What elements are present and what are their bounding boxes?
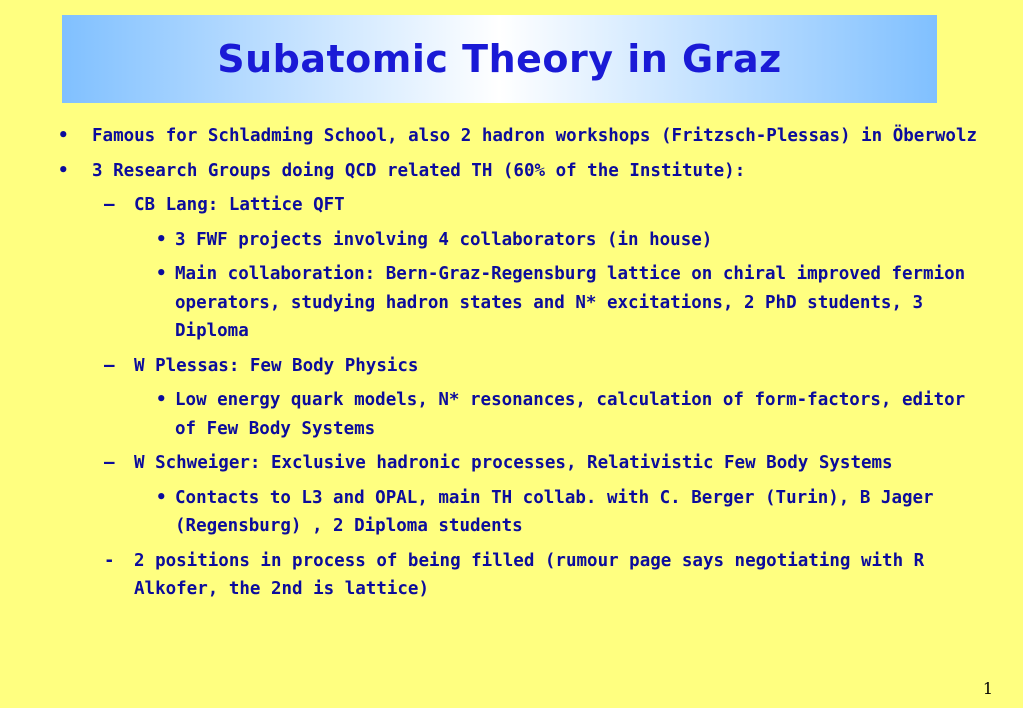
subsubbullet-bgr <box>56 260 991 346</box>
dash-marker: – <box>104 355 115 376</box>
subbullet-lang <box>56 191 991 220</box>
bullet-marker: • <box>58 126 69 146</box>
subbullet-text: 2 positions in process of being filled (rumour page says negotiating with R Alkofer, the 2nd is lattice) <box>134 550 925 599</box>
subsubbullet-text: Contacts to L3 and OPAL, main TH collab. with C. Berger (Turin), B Jager (Regensburg) , 2 Diploma students <box>175 487 934 536</box>
bullet-marker: • <box>58 160 69 181</box>
dash-marker: - <box>104 550 115 571</box>
subbullet-text: W Plessas: Few Body Physics <box>134 355 419 376</box>
dash-marker: – <box>104 195 115 215</box>
bullet-marker: • <box>156 487 167 508</box>
subbullet-schweiger <box>56 449 991 478</box>
bullet-marker: • <box>156 390 167 410</box>
subbullet-plessas <box>56 352 991 381</box>
subsubbullet-contacts <box>56 484 991 541</box>
subsubbullet-text: Low energy quark models, N* resonances, calculation of form-factors, editor of Few Body Systems <box>175 390 966 439</box>
title-banner <box>62 15 937 103</box>
subbullet-text: CB Lang: Lattice QFT <box>134 195 345 215</box>
bullet-schladming <box>56 122 991 151</box>
bullet-marker: • <box>156 229 167 250</box>
slide-title: Subatomic Theory in Graz <box>217 37 782 81</box>
bullet-text: 3 Research Groups doing QCD related TH (60% of the Institute): <box>92 160 746 181</box>
subbullet-positions <box>56 547 991 604</box>
subsubbullet-quark-models <box>56 386 991 443</box>
page-number: 1 <box>982 679 993 698</box>
subsubbullet-fwf <box>56 226 991 255</box>
subsubbullet-text: Main collaboration: Bern-Graz-Regensburg lattice on chiral improved fermion operators, studying hadron states and N* excitations, 2 PhD students, 3 Diploma <box>175 264 966 341</box>
dash-marker: – <box>104 453 115 473</box>
bullet-text: Famous for Schladming School, also 2 hadron workshops (Fritzsch-Plessas) in Öberwolz <box>92 126 978 146</box>
subbullet-text: W Schweiger: Exclusive hadronic processes, Relativistic Few Body Systems <box>134 453 893 473</box>
bullet-research-groups <box>56 157 991 186</box>
bullet-marker: • <box>156 264 167 284</box>
subsubbullet-text: 3 FWF projects involving 4 collaborators (in house) <box>175 229 713 250</box>
slide-body <box>56 122 991 610</box>
